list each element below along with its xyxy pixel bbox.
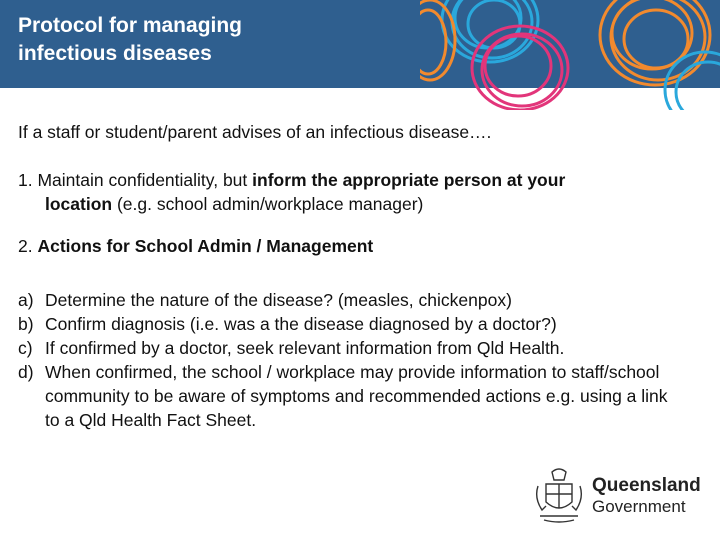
intro-text: If a staff or student/parent advises of an infectious disease…. [18, 122, 492, 142]
list-marker: a) [18, 290, 34, 310]
item-2-number: 2. [18, 236, 33, 256]
queensland-government-logo [532, 466, 702, 526]
list-marker: c) [18, 338, 33, 358]
page-title-line-2: infectious diseases [18, 42, 212, 65]
list-item-text: If confirmed by a doctor, seek relevant information from Qld Health. [45, 338, 565, 358]
decorative-circles-graphic [420, 0, 720, 110]
logo-name: Queensland [592, 475, 701, 496]
list-item [18, 360, 683, 432]
list-item-text: Determine the nature of the disease? (measles, chickenpox) [45, 290, 512, 310]
list-item [18, 312, 683, 336]
actions-list [18, 288, 683, 432]
item-1-bold-location: location [45, 194, 113, 214]
list-marker: b) [18, 314, 34, 334]
item-2-heading: Actions for School Admin / Management [37, 236, 374, 256]
list-item [18, 288, 683, 312]
title-banner [0, 0, 720, 88]
item-1 [18, 168, 683, 216]
coat-of-arms-icon [532, 466, 586, 524]
item-2 [18, 234, 373, 258]
logo-subtitle: Government [592, 497, 686, 516]
list-item-text: When confirmed, the school / workplace may provide information to staff/school community to be aware of symptoms and recommended actions e.g. using a link to a Qld Health Fact Sheet. [45, 362, 668, 430]
item-1-text: Maintain confidentiality, but [37, 170, 253, 190]
item-1-bold-text: inform the appropriate person at your [252, 170, 566, 190]
item-1-text-end: (e.g. school admin/workplace manager) [112, 194, 424, 214]
list-item [18, 336, 683, 360]
item-1-number: 1. [18, 170, 33, 190]
list-marker: d) [18, 362, 34, 382]
list-item-text: Confirm diagnosis (i.e. was a the disease diagnosed by a doctor?) [45, 314, 557, 334]
page-title-line-1: Protocol for managing [18, 14, 243, 37]
page-title [18, 12, 348, 68]
